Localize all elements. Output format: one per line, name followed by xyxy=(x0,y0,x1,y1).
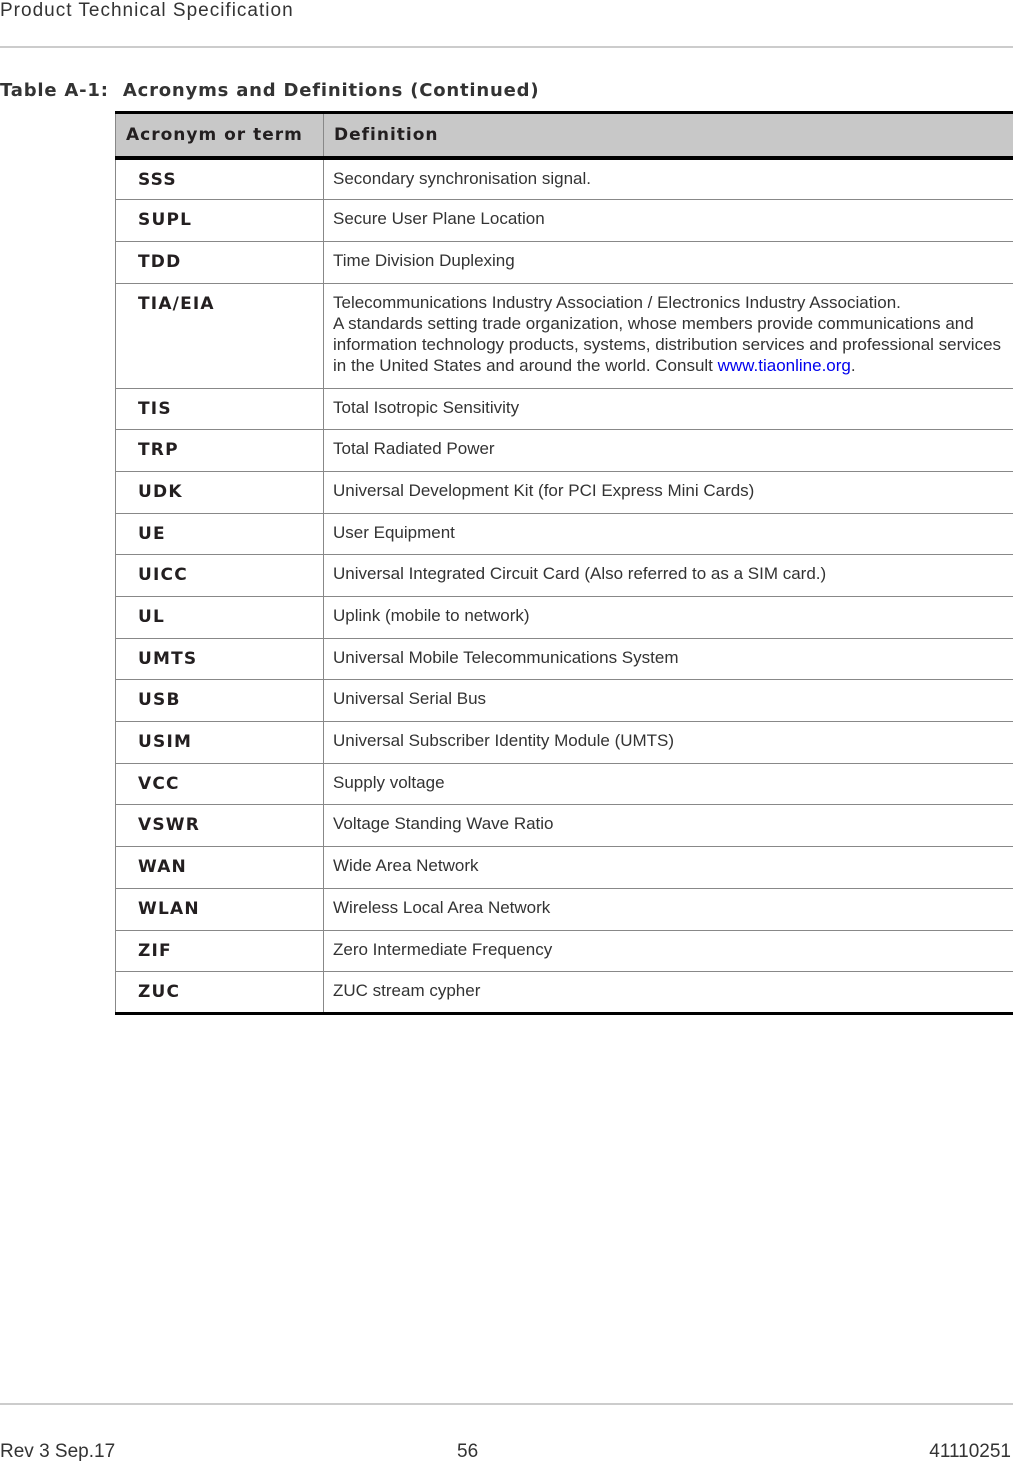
definition-cell: Wireless Local Area Network xyxy=(324,888,1013,930)
footer-divider xyxy=(0,1403,1013,1405)
definition-cell: Uplink (mobile to network) xyxy=(324,597,1013,639)
acronym-cell: USIM xyxy=(116,722,324,764)
acronym-cell: UL xyxy=(116,597,324,639)
definition-cell: Universal Mobile Telecommunications System xyxy=(324,638,1013,680)
definition-cell: Universal Serial Bus xyxy=(324,680,1013,722)
table-row xyxy=(116,597,1013,639)
acronym-cell: SSS xyxy=(116,158,324,200)
definition-cell: Wide Area Network xyxy=(324,847,1013,889)
table-row xyxy=(116,283,1013,388)
acronym-cell: TRP xyxy=(116,430,324,472)
definition-cell: User Equipment xyxy=(324,513,1013,555)
footer-doc-number: 41110251 xyxy=(929,1441,1011,1462)
acronym-cell: TIA/EIA xyxy=(116,283,324,388)
table-row xyxy=(116,930,1013,972)
table-row xyxy=(116,805,1013,847)
table-row xyxy=(116,763,1013,805)
table-row xyxy=(116,847,1013,889)
column-header-definition: Definition xyxy=(324,113,1013,159)
definition-cell: Time Division Duplexing xyxy=(324,241,1013,283)
acronym-cell: TIS xyxy=(116,388,324,430)
definition-cell xyxy=(324,283,1013,388)
definition-cell: Total Isotropic Sensitivity xyxy=(324,388,1013,430)
table-row xyxy=(116,388,1013,430)
definition-cell: Universal Integrated Circuit Card (Also referred to as a SIM card.) xyxy=(324,555,1013,597)
table-row xyxy=(116,513,1013,555)
table-row xyxy=(116,200,1013,242)
table-row xyxy=(116,241,1013,283)
definition-line: Telecommunications Industry Association / Electronics Industry Association. xyxy=(333,292,901,312)
table-header-row xyxy=(116,113,1013,159)
acronym-cell: SUPL xyxy=(116,200,324,242)
table-row xyxy=(116,158,1013,200)
definition-cell: Universal Subscriber Identity Module (UMTS) xyxy=(324,722,1013,764)
definition-cell: ZUC stream cypher xyxy=(324,972,1013,1014)
table-row xyxy=(116,638,1013,680)
acronym-cell: USB xyxy=(116,680,324,722)
footer-page-number: 56 xyxy=(457,1441,479,1462)
acronym-cell: UDK xyxy=(116,471,324,513)
table-row xyxy=(116,972,1013,1014)
definition-cell: Secure User Plane Location xyxy=(324,200,1013,242)
table-row xyxy=(116,680,1013,722)
table-row xyxy=(116,430,1013,472)
acronym-cell: UMTS xyxy=(116,638,324,680)
definition-cell: Voltage Standing Wave Ratio xyxy=(324,805,1013,847)
acronym-cell: UE xyxy=(116,513,324,555)
table-row xyxy=(116,555,1013,597)
column-header-term: Acronym or term xyxy=(116,113,324,159)
acronym-cell: VCC xyxy=(116,763,324,805)
acronym-cell: TDD xyxy=(116,241,324,283)
table-row xyxy=(116,722,1013,764)
footer-revision: Rev 3 Sep.17 xyxy=(0,1441,116,1462)
definition-cell: Secondary synchronisation signal. xyxy=(324,158,1013,200)
definition-cell: Total Radiated Power xyxy=(324,430,1013,472)
acronym-cell: ZIF xyxy=(116,930,324,972)
definition-cell: Supply voltage xyxy=(324,763,1013,805)
tiaonline-link[interactable]: www.tiaonline.org xyxy=(717,355,851,375)
page-header-title: Product Technical Specification xyxy=(0,0,294,21)
table-row xyxy=(116,888,1013,930)
acronyms-table xyxy=(115,111,1013,1015)
definition-period: . xyxy=(850,355,856,375)
header-divider xyxy=(0,46,1013,48)
definition-cell: Zero Intermediate Frequency xyxy=(324,930,1013,972)
acronym-cell: WLAN xyxy=(116,888,324,930)
acronym-cell: UICC xyxy=(116,555,324,597)
acronym-cell: ZUC xyxy=(116,972,324,1014)
definition-text: A standards setting trade organization, whose members provide communications and information technology products, systems, distribution services and professional services in the United States and around the world. Consult xyxy=(333,313,1002,375)
table-caption: Table A-1: Acronyms and Definitions (Continued) xyxy=(0,80,540,101)
table-row xyxy=(116,471,1013,513)
definition-cell: Universal Development Kit (for PCI Express Mini Cards) xyxy=(324,471,1013,513)
acronym-cell: VSWR xyxy=(116,805,324,847)
acronym-cell: WAN xyxy=(116,847,324,889)
